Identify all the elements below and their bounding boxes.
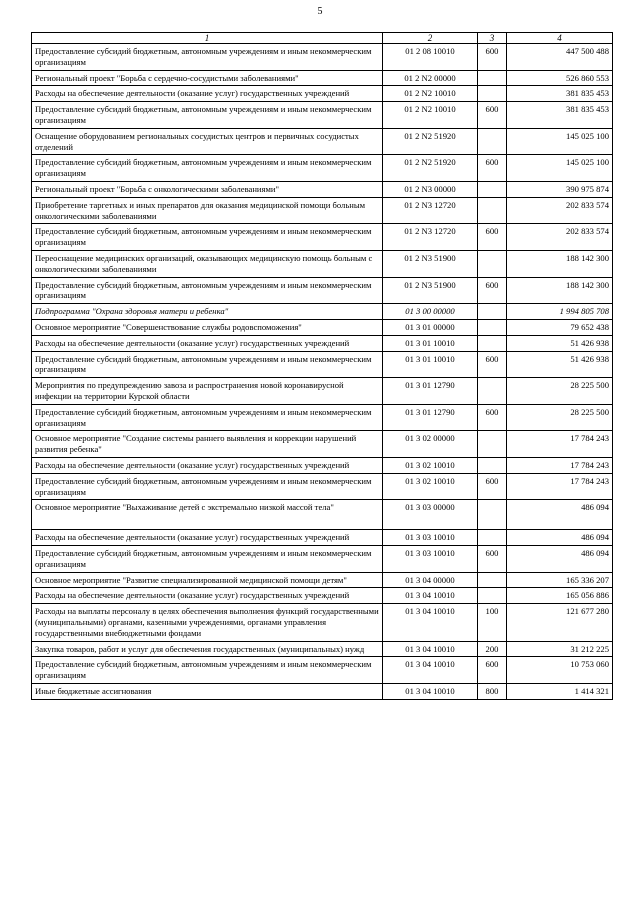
row-expense-type: 600 [478,657,507,684]
row-name: Основное мероприятие "Выхаживание детей с экстремально низкой массой тела" [32,500,383,530]
table-row [32,546,613,573]
table-row [32,86,613,102]
row-name: Расходы на выплаты персоналу в целях обеспечения выполнения функций государственными (муниципальными) органами, казенными учреждениями, органами управления государственными внебюджетными фондами [32,604,383,641]
row-expense-type: 600 [478,277,507,304]
row-expense-type: 600 [478,224,507,251]
row-code: 01 2 N3 51900 [383,250,478,277]
row-code: 01 3 01 00000 [383,319,478,335]
row-name: Расходы на обеспечение деятельности (оказание услуг) государственных учреждений [32,457,383,473]
row-amount: 188 142 300 [507,277,613,304]
row-name: Оснащение оборудованием региональных сосудистых центров и первичных сосудистых отделений [32,128,383,155]
row-expense-type: 600 [478,546,507,573]
row-expense-type: 200 [478,641,507,657]
row-name: Предоставление субсидий бюджетным, автономным учреждениям и иным некоммерческим организациям [32,277,383,304]
row-code: 01 3 03 00000 [383,500,478,530]
row-amount: 28 225 500 [507,404,613,431]
table-row [32,404,613,431]
table-row [32,44,613,71]
row-code: 01 2 N2 10010 [383,102,478,129]
table-row [32,604,613,641]
table-row [32,457,613,473]
row-name: Основное мероприятие "Развитие специализированной медицинской помощи детям" [32,572,383,588]
row-code: 01 3 02 10010 [383,473,478,500]
row-name: Основное мероприятие "Совершенствование службы родовспоможения" [32,319,383,335]
table-row [32,657,613,684]
budget-table [31,32,613,700]
row-expense-type: 100 [478,604,507,641]
row-name: Региональный проект "Борьба с онкологическими заболеваниями" [32,181,383,197]
row-amount: 381 835 453 [507,86,613,102]
row-expense-type [478,431,507,458]
row-amount: 28 225 500 [507,378,613,405]
row-name: Предоставление субсидий бюджетным, автономным учреждениям и иным некоммерческим организациям [32,224,383,251]
row-name: Основное мероприятие "Создание системы раннего выявления и коррекции нарушений развития ребенка" [32,431,383,458]
row-expense-type [478,319,507,335]
row-amount: 17 784 243 [507,457,613,473]
row-amount: 447 500 488 [507,44,613,71]
row-expense-type [478,335,507,351]
row-name: Предоставление субсидий бюджетным, автономным учреждениям и иным некоммерческим организациям [32,546,383,573]
row-expense-type: 600 [478,404,507,431]
row-name: Предоставление субсидий бюджетным, автономным учреждениям и иным некоммерческим организациям [32,657,383,684]
row-code: 01 2 N2 10010 [383,86,478,102]
row-name: Предоставление субсидий бюджетным, автономным учреждениям и иным некоммерческим организациям [32,473,383,500]
table-row [32,641,613,657]
table-row [32,70,613,86]
row-expense-type: 600 [478,44,507,71]
row-code: 01 3 03 10010 [383,546,478,573]
table-row [32,128,613,155]
row-amount: 1 414 321 [507,684,613,700]
row-amount: 17 784 243 [507,473,613,500]
table-body [32,44,613,700]
row-amount: 10 753 060 [507,657,613,684]
row-amount: 486 094 [507,500,613,530]
column-header-amount: 4 [507,33,613,44]
row-amount: 1 994 805 708 [507,304,613,320]
row-code: 01 3 01 10010 [383,351,478,378]
row-code: 01 3 01 10010 [383,335,478,351]
row-code: 01 3 04 10010 [383,641,478,657]
table-row [32,277,613,304]
row-code: 01 2 N2 51920 [383,155,478,182]
table-row [32,197,613,224]
row-code: 01 3 04 10010 [383,657,478,684]
row-amount: 165 336 207 [507,572,613,588]
row-name: Региональный проект "Борьба с сердечно-сосудистыми заболеваниями" [32,70,383,86]
table-row [32,530,613,546]
row-code: 01 2 08 10010 [383,44,478,71]
table-row [32,473,613,500]
row-amount: 51 426 938 [507,335,613,351]
table-row [32,431,613,458]
row-code: 01 2 N3 51900 [383,277,478,304]
row-expense-type [478,250,507,277]
row-name: Расходы на обеспечение деятельности (оказание услуг) государственных учреждений [32,335,383,351]
row-name: Предоставление субсидий бюджетным, автономным учреждениям и иным некоммерческим организациям [32,44,383,71]
row-expense-type [478,572,507,588]
row-amount: 390 975 874 [507,181,613,197]
row-amount: 145 025 100 [507,128,613,155]
row-expense-type [478,86,507,102]
row-code: 01 2 N3 00000 [383,181,478,197]
row-expense-type [478,70,507,86]
table-row [32,684,613,700]
row-code: 01 2 N2 51920 [383,128,478,155]
row-name: Мероприятия по предупреждению завоза и распространения новой коронавирусной инфекции на территории Курской области [32,378,383,405]
table-row [32,378,613,405]
row-name: Предоставление субсидий бюджетным, автономным учреждениям и иным некоммерческим организациям [32,404,383,431]
row-name: Подпрограмма "Охрана здоровья матери и ребенка" [32,304,383,320]
row-amount: 17 784 243 [507,431,613,458]
header-row [32,33,613,44]
row-expense-type [478,128,507,155]
row-amount: 31 212 225 [507,641,613,657]
table-row [32,572,613,588]
table-row [32,351,613,378]
row-expense-type [478,500,507,530]
row-amount: 121 677 280 [507,604,613,641]
table-row [32,102,613,129]
row-expense-type: 600 [478,102,507,129]
row-code: 01 3 04 10010 [383,604,478,641]
column-header-code: 2 [383,33,478,44]
row-code: 01 3 02 10010 [383,457,478,473]
row-amount: 486 094 [507,530,613,546]
page-number: 5 [317,6,323,17]
row-name: Приобретение таргетных и иных препаратов для оказания медицинской помощи больным онкологическими заболеваниями [32,197,383,224]
row-expense-type: 600 [478,473,507,500]
row-expense-type [478,588,507,604]
row-expense-type: 600 [478,155,507,182]
row-name: Расходы на обеспечение деятельности (оказание услуг) государственных учреждений [32,86,383,102]
row-amount: 526 860 553 [507,70,613,86]
table-row [32,224,613,251]
row-expense-type [478,530,507,546]
row-name: Предоставление субсидий бюджетным, автономным учреждениям и иным некоммерческим организациям [32,155,383,182]
row-name: Предоставление субсидий бюджетным, автономным учреждениям и иным некоммерческим организациям [32,102,383,129]
table-row [32,181,613,197]
row-code: 01 2 N3 12720 [383,224,478,251]
row-amount: 79 652 438 [507,319,613,335]
row-expense-type: 600 [478,351,507,378]
row-code: 01 3 04 10010 [383,684,478,700]
row-amount: 202 833 574 [507,197,613,224]
row-code: 01 3 00 00000 [383,304,478,320]
row-amount: 381 835 453 [507,102,613,129]
table-row [32,304,613,320]
row-name: Переоснащение медицинских организаций, оказывающих медицинскую помощь больным с онкологическими заболеваниями [32,250,383,277]
row-code: 01 2 N2 00000 [383,70,478,86]
table-row [32,250,613,277]
row-code: 01 2 N3 12720 [383,197,478,224]
row-code: 01 3 01 12790 [383,404,478,431]
row-amount: 51 426 938 [507,351,613,378]
row-amount: 165 056 886 [507,588,613,604]
table-row [32,588,613,604]
row-code: 01 3 02 00000 [383,431,478,458]
table-row [32,155,613,182]
row-name: Расходы на обеспечение деятельности (оказание услуг) государственных учреждений [32,588,383,604]
table-row [32,500,613,530]
row-expense-type [478,457,507,473]
row-code: 01 3 04 10010 [383,588,478,604]
row-amount: 202 833 574 [507,224,613,251]
row-expense-type [478,304,507,320]
row-name: Расходы на обеспечение деятельности (оказание услуг) государственных учреждений [32,530,383,546]
row-amount: 486 094 [507,546,613,573]
table-row [32,319,613,335]
row-amount: 145 025 100 [507,155,613,182]
row-expense-type [478,378,507,405]
row-code: 01 3 01 12790 [383,378,478,405]
row-amount: 188 142 300 [507,250,613,277]
row-name: Предоставление субсидий бюджетным, автономным учреждениям и иным некоммерческим организациям [32,351,383,378]
row-name: Иные бюджетные ассигнования [32,684,383,700]
row-name: Закупка товаров, работ и услуг для обеспечения государственных (муниципальных) нужд [32,641,383,657]
column-header-name: 1 [32,33,383,44]
row-code: 01 3 04 00000 [383,572,478,588]
row-expense-type: 800 [478,684,507,700]
table-row [32,335,613,351]
row-expense-type [478,181,507,197]
row-expense-type [478,197,507,224]
column-header-type: 3 [478,33,507,44]
row-code: 01 3 03 10010 [383,530,478,546]
